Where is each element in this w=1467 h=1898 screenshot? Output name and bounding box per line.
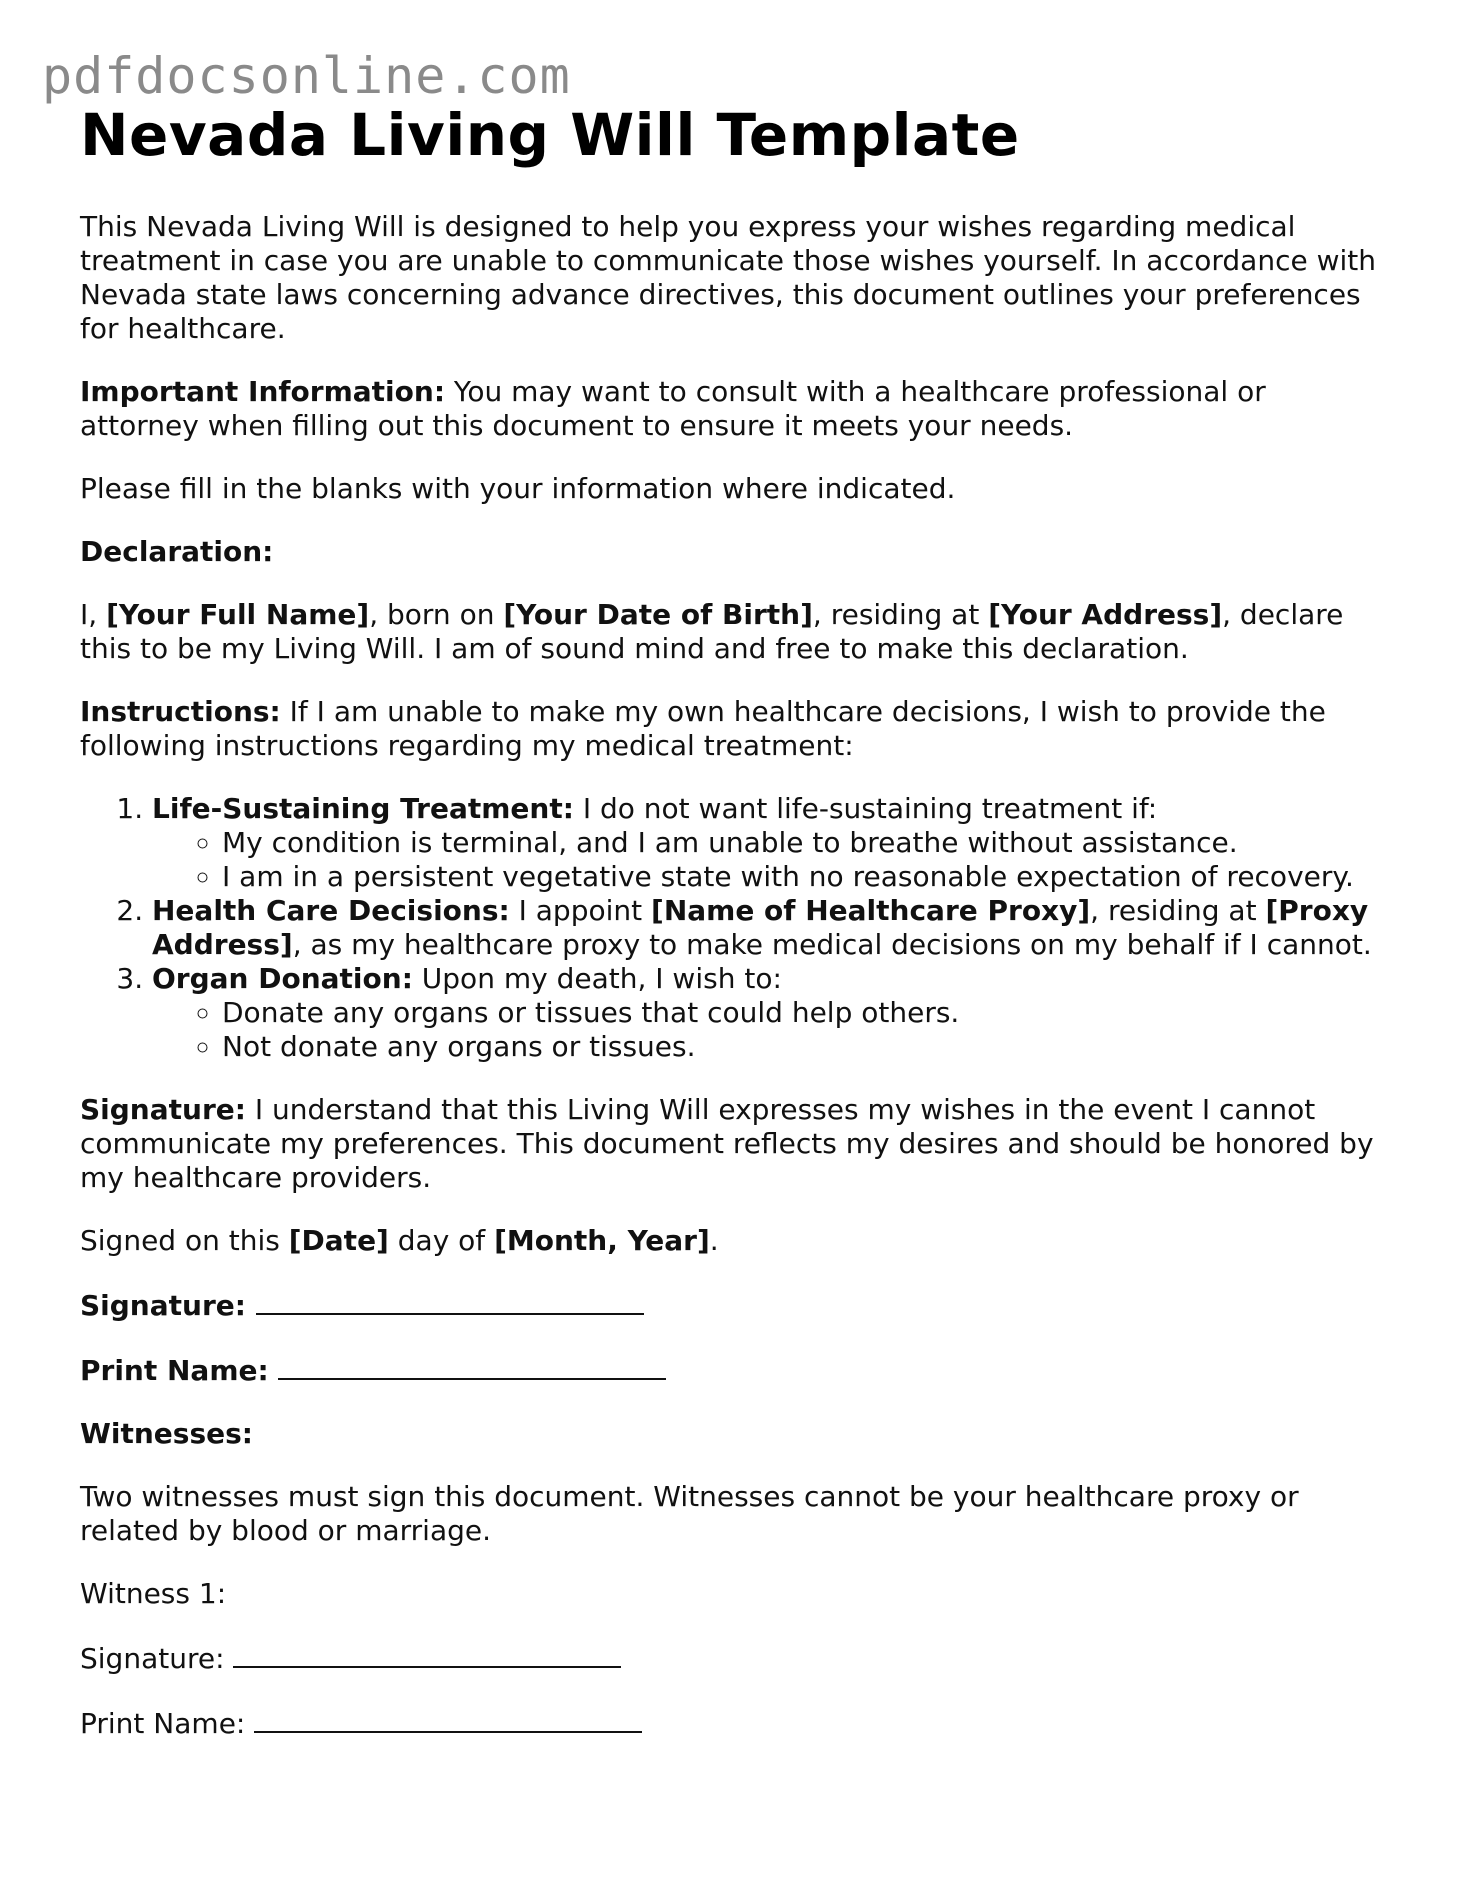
list-item-label: Organ Donation: <box>152 962 413 995</box>
important-info-paragraph <box>80 375 1390 443</box>
full-name-placeholder: [Your Full Name] <box>106 598 370 631</box>
witness-1-signature-row <box>80 1640 1390 1676</box>
proxy-name-placeholder: [Name of Healthcare Proxy] <box>651 894 1091 927</box>
sub-list-item: ◦ I am in a persistent vegetative state with no reasonable expectation of recovery. <box>222 860 1390 894</box>
month-year-placeholder: [Month, Year] <box>494 1224 710 1257</box>
declaration-paragraph <box>80 598 1390 666</box>
sub-list-item: ◦ Not donate any organs or tissues. <box>222 1030 1390 1064</box>
list-item-organ-donation <box>152 962 1390 1064</box>
list-item-health-care-decisions <box>152 894 1390 962</box>
signature-field-label: Signature: <box>80 1289 256 1322</box>
signed-on-text: Signed on this <box>80 1224 289 1257</box>
page-title: Nevada Living Will Template <box>80 101 1020 169</box>
witnesses-heading-text: Witnesses: <box>80 1417 253 1450</box>
list-item-label: Life-Sustaining Treatment: <box>152 792 574 825</box>
date-placeholder: [Date] <box>288 1224 389 1257</box>
witness-print-name-label: Print Name: <box>80 1707 255 1740</box>
declaration-text: , residing at <box>812 598 989 631</box>
declaration-heading <box>80 535 1390 569</box>
witnesses-paragraph: Two witnesses must sign this document. Witnesses cannot be your healthcare proxy or related by blood or marriage. <box>80 1480 1299 1547</box>
sub-list <box>152 826 1390 894</box>
signature-paragraph <box>80 1093 1390 1195</box>
list-item-text: , residing at <box>1090 894 1266 927</box>
intro-paragraph: This Nevada Living Will is designed to help you express your wishes regarding medical treatment in case you are unable to communicate those wishes yourself. In accordance with Nevada state laws concerning advance directives, this document outlines your preferences for healthcare. <box>80 210 1377 345</box>
signed-on-text: day of <box>388 1224 495 1257</box>
witnesses-heading <box>80 1417 1390 1451</box>
declaration-text: , declare this to be my Living Will. I am of sound mind and free to make this declaration. <box>80 598 1344 665</box>
sub-list <box>152 996 1390 1064</box>
list-item-text: Upon my death, I wish to: <box>412 962 782 995</box>
instructions-label: Instructions: <box>80 695 281 728</box>
witness-1-print-name-line[interactable] <box>254 1705 642 1733</box>
witness-signature-label: Signature: <box>80 1642 234 1675</box>
list-item-life-sustaining <box>152 792 1390 894</box>
important-info-label: Important Information: <box>80 375 446 408</box>
print-name-field-row <box>80 1352 1390 1388</box>
print-name-line[interactable] <box>278 1352 666 1380</box>
signed-on-text: . <box>709 1224 719 1257</box>
list-item-text: , as my healthcare proxy to make medical decisions on my behalf if I cannot. <box>292 928 1372 961</box>
proxy-address-placeholder: [Proxy Address] <box>152 894 1369 961</box>
fill-note: Please fill in the blanks with your information where indicated. <box>80 472 956 505</box>
list-item-text: I appoint <box>509 894 652 927</box>
sub-list-item: ◦ My condition is terminal, and I am unable to breathe without assistance. <box>222 826 1390 860</box>
witness-1-signature-line[interactable] <box>233 1640 621 1668</box>
list-item-text: I do not want life-sustaining treatment if: <box>573 792 1158 825</box>
signed-on-line <box>80 1224 1390 1258</box>
important-info-text: You may want to consult with a healthcare professional or attorney when filling out this document to ensure it meets your needs. <box>80 375 1266 442</box>
document-page <box>80 100 1390 1741</box>
instructions-list <box>80 792 1390 1064</box>
instructions-paragraph <box>80 695 1390 763</box>
instructions-text: If I am unable to make my own healthcare decisions, I wish to provide the following instructions regarding my medical treatment: <box>80 695 1326 762</box>
signature-field-row <box>80 1287 1390 1323</box>
dob-placeholder: [Your Date of Birth] <box>503 598 813 631</box>
declaration-heading-text: Declaration: <box>80 535 274 568</box>
address-placeholder: [Your Address] <box>988 598 1223 631</box>
declaration-text: I, <box>80 598 107 631</box>
signature-section-label: Signature: <box>80 1093 246 1126</box>
list-item-label: Health Care Decisions: <box>152 894 510 927</box>
watermark: pdfdocsonline.com <box>42 47 571 105</box>
signature-section-text: I understand that this Living Will expresses my wishes in the event I cannot communicate my preferences. This document reflects my desires and should be honored by my healthcare providers. <box>80 1093 1374 1194</box>
sub-list-item: ◦ Donate any organs or tissues that could help others. <box>222 996 1390 1030</box>
signature-line[interactable] <box>256 1287 644 1315</box>
witness-1-label: Witness 1: <box>80 1577 227 1610</box>
print-name-field-label: Print Name: <box>80 1354 279 1387</box>
declaration-text: , born on <box>369 598 504 631</box>
witness-1-print-name-row <box>80 1705 1390 1741</box>
